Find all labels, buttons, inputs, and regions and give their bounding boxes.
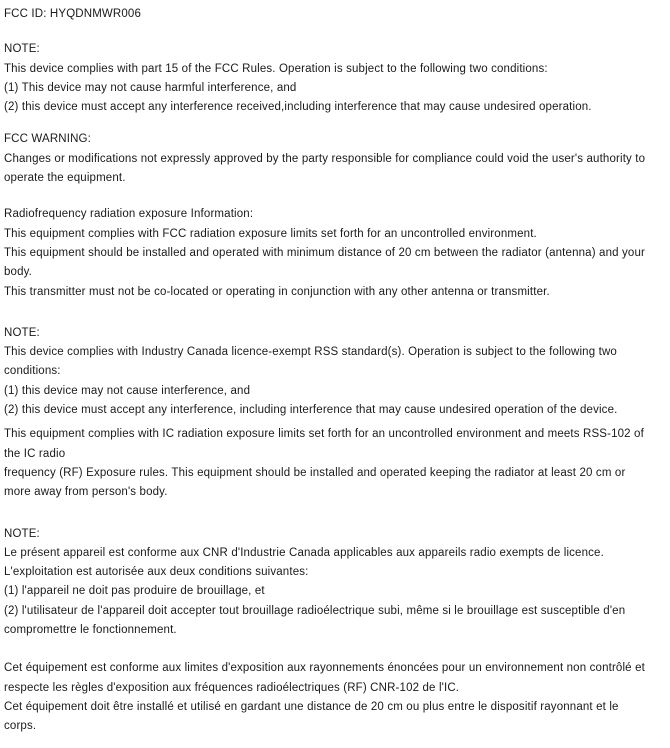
text-line: This equipment should be installed and operated with minimum distance of 20 cm between the radiator (antenna) and your <box>4 246 645 259</box>
section-ic-note <box>4 324 666 420</box>
text-line: more away from person's body. <box>4 486 168 499</box>
section-ic-exposure-french <box>4 659 666 736</box>
text-line: This device complies with part 15 of the FCC Rules. Operation is subject to the following two conditions: <box>4 62 548 75</box>
text-line: (2) this device must accept any interference, including interference that may cause undesired operation of the device. <box>4 404 618 417</box>
text-line: frequency (RF) Exposure rules. This equipment should be installed and operated keeping the radiator at least 20 cm or <box>4 466 626 479</box>
text-line: Le présent appareil est conforme aux CNR d'Industrie Canada applicables aux appareils radio exempts de licence. <box>4 546 604 559</box>
text-line: respecte les règles d'exposition aux fréquences radioélectriques (RF) CNR-102 de l'IC. <box>4 681 460 694</box>
note-heading: NOTE: <box>4 43 40 56</box>
text-line: compromettre le fonctionnement. <box>4 624 177 637</box>
section-fcc-note <box>4 40 666 117</box>
text-line: body. <box>4 266 33 279</box>
text-line: (1) l'appareil ne doit pas produire de brouillage, et <box>4 585 265 598</box>
text-line: conditions: <box>4 365 61 378</box>
text-line: (2) l'utilisateur de l'appareil doit accepter tout brouillage radioélectrique subi, même si le brouillage est susceptible d'en <box>4 604 626 617</box>
text-line: This equipment complies with FCC radiation exposure limits set forth for an uncontrolled environment. <box>4 227 537 240</box>
text-line: the IC radio <box>4 447 66 460</box>
text-line: Cet équipement est conforme aux limites d'exposition aux rayonnements énoncées pour un environnement non contrôlé et <box>4 662 645 675</box>
fcc-warning-heading: FCC WARNING: <box>4 133 91 146</box>
note-heading: NOTE: <box>4 527 40 540</box>
text-line: (1) this device may not cause interference, and <box>4 384 251 397</box>
text-line: Changes or modifications not expressly approved by the party responsible for compliance could void the user's authority to <box>4 152 646 165</box>
text-line: L'exploitation est autorisée aux deux conditions suivantes: <box>4 566 309 579</box>
text-line: This equipment complies with IC radiation exposure limits set forth for an uncontrolled environment and meets RSS-102 of <box>4 428 644 441</box>
text-line: (1) This device may not cause harmful interference, and <box>4 81 297 94</box>
section-ic-note-french <box>4 525 666 641</box>
note-heading: NOTE: <box>4 326 40 339</box>
section-fcc-warning <box>4 130 666 188</box>
section-ic-exposure <box>4 425 666 502</box>
section-fcc-id <box>4 5 666 24</box>
text-line: operate the equipment. <box>4 172 126 185</box>
text-line: (2) this device must accept any interference received,including interference that may cause undesired operation. <box>4 101 592 114</box>
rf-exposure-heading: Radiofrequency radiation exposure Information: <box>4 208 254 221</box>
fcc-id-line: FCC ID: HYQDNMWR006 <box>4 8 142 20</box>
text-line: This transmitter must not be co-located or operating in conjunction with any other antenna or transmitter. <box>4 285 550 298</box>
text-line: corps. <box>4 720 37 733</box>
text-line: This device complies with Industry Canada licence-exempt RSS standard(s). Operation is subject to the following two <box>4 346 617 359</box>
section-rf-exposure <box>4 205 666 301</box>
text-line: Cet équipement doit être installé et utilisé en gardant une distance de 20 cm ou plus entre le dispositif rayonnant et le <box>4 700 619 713</box>
